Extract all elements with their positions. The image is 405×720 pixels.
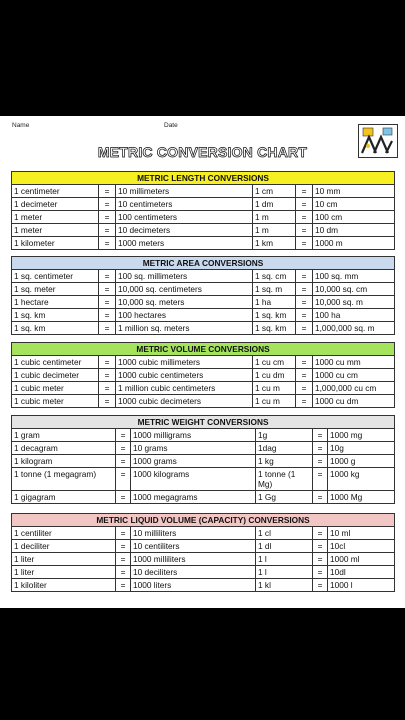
abbr-equivalent: 100 cm: [313, 211, 395, 224]
table-row: [12, 442, 395, 455]
equivalent-value: 10,000 sq. meters: [116, 296, 253, 309]
unit-name: 1 decimeter: [12, 198, 99, 211]
table-row: [12, 185, 395, 198]
table-row: [12, 237, 395, 250]
table-row: [12, 540, 395, 553]
abbr-equivalent: 1000 cu cm: [313, 369, 395, 382]
abbr-equivalent: 10cl: [328, 540, 395, 553]
equals-sign: =: [116, 527, 131, 540]
equivalent-value: 10 milliliters: [131, 527, 256, 540]
unit-abbr: 1 km: [253, 237, 296, 250]
unit-name: 1 cubic meter: [12, 395, 99, 408]
equals-sign: =: [99, 237, 116, 250]
unit-name: 1 cubic centimeter: [12, 356, 99, 369]
abbr-equivalent: 1000 mg: [328, 429, 395, 442]
table-row: [12, 309, 395, 322]
equals-sign: =: [296, 224, 313, 237]
length-table: [11, 171, 395, 250]
equals-sign: =: [116, 553, 131, 566]
abbr-equivalent: 1,000,000 cu cm: [313, 382, 395, 395]
equivalent-value: 1000 megagrams: [131, 491, 256, 504]
table-row: [12, 296, 395, 309]
equals-sign: =: [296, 270, 313, 283]
abbr-equivalent: 1000 kg: [328, 468, 395, 491]
unit-name: 1 cubic meter: [12, 382, 99, 395]
table-row: [12, 382, 395, 395]
volume-table: [11, 342, 395, 408]
table-row: [12, 579, 395, 592]
equals-sign: =: [313, 540, 328, 553]
unit-abbr: 1 cu dm: [253, 369, 296, 382]
equals-sign: =: [99, 395, 116, 408]
equals-sign: =: [313, 553, 328, 566]
equals-sign: =: [296, 395, 313, 408]
abbr-equivalent: 10,000 sq. m: [313, 296, 395, 309]
table-row: [12, 527, 395, 540]
equals-sign: =: [99, 198, 116, 211]
equivalent-value: 1000 kilograms: [131, 468, 256, 491]
equals-sign: =: [116, 579, 131, 592]
table-row: [12, 270, 395, 283]
unit-name: 1 cubic decimeter: [12, 369, 99, 382]
abbr-equivalent: 10dl: [328, 566, 395, 579]
unit-abbr: 1 sq. m: [253, 283, 296, 296]
table-row: [12, 455, 395, 468]
unit-abbr: 1 cu m: [253, 382, 296, 395]
equals-sign: =: [313, 527, 328, 540]
unit-abbr: 1 l: [256, 566, 313, 579]
unit-abbr: 1 tonne (1 Mg): [256, 468, 313, 491]
equivalent-value: 10,000 sq. centimeters: [116, 283, 253, 296]
equivalent-value: 10 decimeters: [116, 224, 253, 237]
unit-abbr: 1 cm: [253, 185, 296, 198]
unit-name: 1 kiloliter: [12, 579, 116, 592]
equals-sign: =: [116, 429, 131, 442]
equals-sign: =: [313, 491, 328, 504]
abbr-equivalent: 1000 l: [328, 579, 395, 592]
unit-name: 1 meter: [12, 224, 99, 237]
equivalent-value: 10 grams: [131, 442, 256, 455]
abbr-equivalent: 10 ml: [328, 527, 395, 540]
equivalent-value: 1000 meters: [116, 237, 253, 250]
table-row: [12, 468, 395, 491]
equivalent-value: 1000 milliliters: [131, 553, 256, 566]
abbr-equivalent: 1000 g: [328, 455, 395, 468]
worksheet: [0, 116, 405, 608]
unit-abbr: 1 l: [256, 553, 313, 566]
unit-abbr: 1 cu m: [253, 395, 296, 408]
name-label: Name: [12, 122, 30, 129]
equivalent-value: 1 million cubic centimeters: [116, 382, 253, 395]
equivalent-value: 1000 liters: [131, 579, 256, 592]
table-row: [12, 198, 395, 211]
length-title: METRIC LENGTH CONVERSIONS: [12, 172, 395, 185]
equals-sign: =: [313, 429, 328, 442]
unit-abbr: 1 m: [253, 224, 296, 237]
equals-sign: =: [116, 455, 131, 468]
equivalent-value: 10 deciliters: [131, 566, 256, 579]
equals-sign: =: [296, 322, 313, 335]
equivalent-value: 10 centiliters: [131, 540, 256, 553]
equals-sign: =: [99, 211, 116, 224]
unit-abbr: 1 m: [253, 211, 296, 224]
unit-name: 1 liter: [12, 553, 116, 566]
equivalent-value: 1000 cubic decimeters: [116, 395, 253, 408]
area-table: [11, 256, 395, 335]
equivalent-value: 1000 cubic centimeters: [116, 369, 253, 382]
unit-name: 1 sq. km: [12, 322, 99, 335]
abbr-equivalent: 10 cm: [313, 198, 395, 211]
table-row: [12, 395, 395, 408]
unit-name: 1 tonne (1 megagram): [12, 468, 116, 491]
equals-sign: =: [99, 369, 116, 382]
unit-name: 1 kilometer: [12, 237, 99, 250]
equals-sign: =: [296, 309, 313, 322]
volume-title: METRIC VOLUME CONVERSIONS: [12, 343, 395, 356]
equals-sign: =: [99, 185, 116, 198]
unit-abbr: 1 Gg: [256, 491, 313, 504]
table-row: [12, 553, 395, 566]
page-title: METRIC CONVERSION CHART: [97, 144, 308, 160]
equals-sign: =: [296, 237, 313, 250]
unit-name: 1 decagram: [12, 442, 116, 455]
table-row: [12, 356, 395, 369]
equals-sign: =: [296, 283, 313, 296]
equals-sign: =: [116, 540, 131, 553]
abbr-equivalent: 10g: [328, 442, 395, 455]
table-row: [12, 429, 395, 442]
table-row: [12, 283, 395, 296]
table-row: [12, 224, 395, 237]
math-logo-icon: [358, 124, 398, 158]
equals-sign: =: [99, 382, 116, 395]
equals-sign: =: [99, 270, 116, 283]
abbr-equivalent: 100 sq. mm: [313, 270, 395, 283]
equals-sign: =: [116, 468, 131, 491]
equals-sign: =: [313, 566, 328, 579]
unit-abbr: 1 dm: [253, 198, 296, 211]
equals-sign: =: [296, 185, 313, 198]
equals-sign: =: [296, 296, 313, 309]
unit-name: 1 centiliter: [12, 527, 116, 540]
date-label: Date: [164, 122, 178, 129]
equivalent-value: 100 centimeters: [116, 211, 253, 224]
abbr-equivalent: 1,000,000 sq. m: [313, 322, 395, 335]
unit-abbr: 1 dl: [256, 540, 313, 553]
equivalent-value: 100 sq. millimeters: [116, 270, 253, 283]
unit-name: 1 liter: [12, 566, 116, 579]
equals-sign: =: [99, 322, 116, 335]
unit-name: 1 sq. meter: [12, 283, 99, 296]
equals-sign: =: [296, 356, 313, 369]
liquid-table: [11, 513, 395, 592]
unit-abbr: 1 kg: [256, 455, 313, 468]
equivalent-value: 100 hectares: [116, 309, 253, 322]
table-row: [12, 369, 395, 382]
table-row: [12, 211, 395, 224]
equivalent-value: 1000 grams: [131, 455, 256, 468]
unit-abbr: 1 sq. km: [253, 322, 296, 335]
unit-name: 1 gigagram: [12, 491, 116, 504]
equals-sign: =: [296, 211, 313, 224]
unit-abbr: 1 ha: [253, 296, 296, 309]
equals-sign: =: [296, 369, 313, 382]
weight-title: METRIC WEIGHT CONVERSIONS: [12, 416, 395, 429]
equivalent-value: 1000 cubic millimeters: [116, 356, 253, 369]
abbr-equivalent: 1000 cu mm: [313, 356, 395, 369]
unit-name: 1 meter: [12, 211, 99, 224]
unit-name: 1 hectare: [12, 296, 99, 309]
equals-sign: =: [99, 356, 116, 369]
abbr-equivalent: 10 dm: [313, 224, 395, 237]
unit-abbr: 1 cu cm: [253, 356, 296, 369]
equivalent-value: 10 millimeters: [116, 185, 253, 198]
table-row: [12, 566, 395, 579]
unit-name: 1 kilogram: [12, 455, 116, 468]
abbr-equivalent: 100 ha: [313, 309, 395, 322]
equals-sign: =: [313, 455, 328, 468]
weight-table: [11, 415, 395, 504]
table-row: [12, 322, 395, 335]
liquid-title: METRIC LIQUID VOLUME (CAPACITY) CONVERSIONS: [12, 514, 395, 527]
equals-sign: =: [296, 198, 313, 211]
abbr-equivalent: 1000 Mg: [328, 491, 395, 504]
equivalent-value: 1 million sq. meters: [116, 322, 253, 335]
equals-sign: =: [296, 382, 313, 395]
unit-abbr: 1g: [256, 429, 313, 442]
abbr-equivalent: 1000 cu dm: [313, 395, 395, 408]
equals-sign: =: [313, 579, 328, 592]
equals-sign: =: [99, 283, 116, 296]
unit-abbr: 1dag: [256, 442, 313, 455]
unit-abbr: 1 kl: [256, 579, 313, 592]
equals-sign: =: [116, 442, 131, 455]
unit-abbr: 1 sq. cm: [253, 270, 296, 283]
equals-sign: =: [99, 224, 116, 237]
unit-name: 1 sq. km: [12, 309, 99, 322]
equivalent-value: 1000 milligrams: [131, 429, 256, 442]
equivalent-value: 10 centimeters: [116, 198, 253, 211]
abbr-equivalent: 10 mm: [313, 185, 395, 198]
area-title: METRIC AREA CONVERSIONS: [12, 257, 395, 270]
table-row: [12, 491, 395, 504]
unit-name: 1 deciliter: [12, 540, 116, 553]
unit-name: 1 centimeter: [12, 185, 99, 198]
abbr-equivalent: 1000 ml: [328, 553, 395, 566]
equals-sign: =: [116, 566, 131, 579]
equals-sign: =: [313, 442, 328, 455]
abbr-equivalent: 10,000 sq. cm: [313, 283, 395, 296]
unit-name: 1 gram: [12, 429, 116, 442]
equals-sign: =: [99, 296, 116, 309]
equals-sign: =: [116, 491, 131, 504]
unit-name: 1 sq. centimeter: [12, 270, 99, 283]
abbr-equivalent: 1000 m: [313, 237, 395, 250]
unit-abbr: 1 sq. km: [253, 309, 296, 322]
equals-sign: =: [313, 468, 328, 491]
unit-abbr: 1 cl: [256, 527, 313, 540]
equals-sign: =: [99, 309, 116, 322]
